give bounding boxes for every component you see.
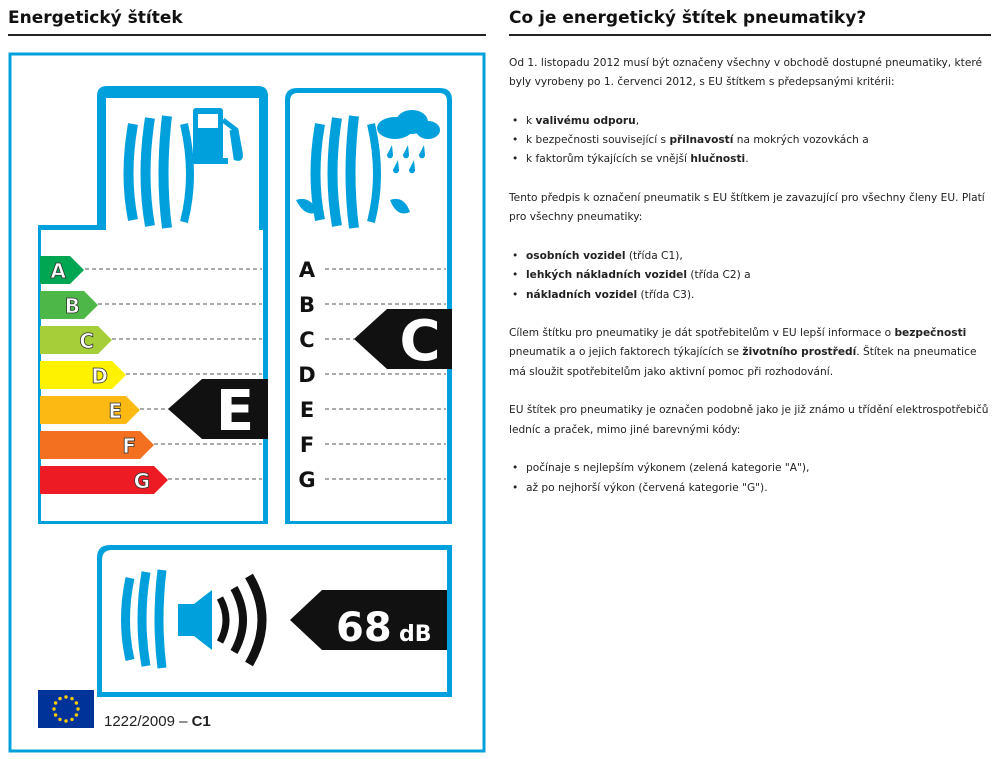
wet-class-letter-e: E (299, 398, 315, 422)
article-heading: Co je energetický štítek pneumatiky? (509, 8, 867, 28)
wet-class-letter-b: B (298, 293, 316, 317)
list-item: • nákladních vozidel (třída C3). (526, 286, 991, 305)
fuel-rating-letter: E (215, 379, 255, 444)
article-paragraph-2: Tento předpis k označení pneumatik s EU štítkem je zavazující pro všechny členy EU. Platí pro všechny pneumatiky: (509, 192, 985, 224)
wet-class-letter-f: F (299, 433, 315, 457)
list-item: • k bezpečnosti související s přilnavostí na mokrých vozovkách a (526, 131, 991, 150)
list-item: • k valivému odporu, (526, 112, 991, 131)
noise-unit: dB (399, 622, 432, 647)
article-paragraph-1: Od 1. listopadu 2012 musí být označeny všechny v obchodě dostupné pneumatiky, které byly vyrobeny po 1. červenci 2012, s EU štítkem s předepsanými kritérii: (509, 57, 982, 89)
article-heading-underline (509, 34, 991, 36)
list-item: • až po nejhorší výkon (červená kategorie "G"). (526, 479, 991, 498)
wet-class-letter-d: D (298, 363, 316, 387)
fuel-class-letter: A (50, 259, 66, 283)
list-item: • k faktorům týkajících se vnější hlučnosti. (526, 150, 991, 169)
wet-class-letter-a: A (298, 258, 316, 282)
noise-value: 68 (336, 605, 392, 651)
list-item: • lehkých nákladních vozidel (třída C2) a (526, 266, 991, 285)
fuel-class-letter: C (79, 329, 94, 353)
fuel-class-bar-f (40, 431, 154, 459)
fuel-class-bar-c (40, 326, 112, 354)
article-paragraph-4: EU štítek pro pneumatiky je označen podobně jako je již známo u třídění elektrospotřebičů ledníc a praček, mimo jiné barevnými kódy: (509, 404, 989, 436)
eu-flag-icon (38, 690, 94, 728)
article-paragraph-3: Cílem štítku pro pneumatiky je dát spotřebitelům v EU lepší informace o bezpečnosti pneumatik a o jejich faktorech týkajících se životního prostředí. Štítek na pneumatice má sloužit spotřebitelům jako aktivní pomoc při rozhodování. (509, 327, 977, 378)
fuel-class-bar-e (40, 396, 140, 424)
energy-label-heading: Energetický štítek (8, 8, 183, 28)
fuel-class-letter: G (133, 469, 150, 493)
vehicle-list (509, 247, 991, 305)
color-code-list (509, 459, 991, 498)
fuel-class-letter: B (64, 294, 80, 318)
list-item: • osobních vozidel (třída C1), (526, 247, 991, 266)
fuel-class-bar-d (40, 361, 126, 389)
wet-class-letters (298, 258, 316, 492)
criteria-list (509, 112, 991, 170)
fuel-class-letter: E (108, 399, 122, 423)
fuel-class-letter: F (122, 434, 136, 458)
wet-class-letter-g: G (298, 468, 316, 492)
article-body (509, 54, 991, 498)
wet-class-letter-c: C (299, 328, 315, 352)
fuel-class-letter: D (91, 364, 108, 388)
list-item: • počínaje s nejlepším výkonem (zelená kategorie "A"), (526, 459, 991, 478)
wet-rating-letter: C (399, 309, 441, 374)
regulation-text: 1222/2009 – C1 (104, 713, 211, 730)
